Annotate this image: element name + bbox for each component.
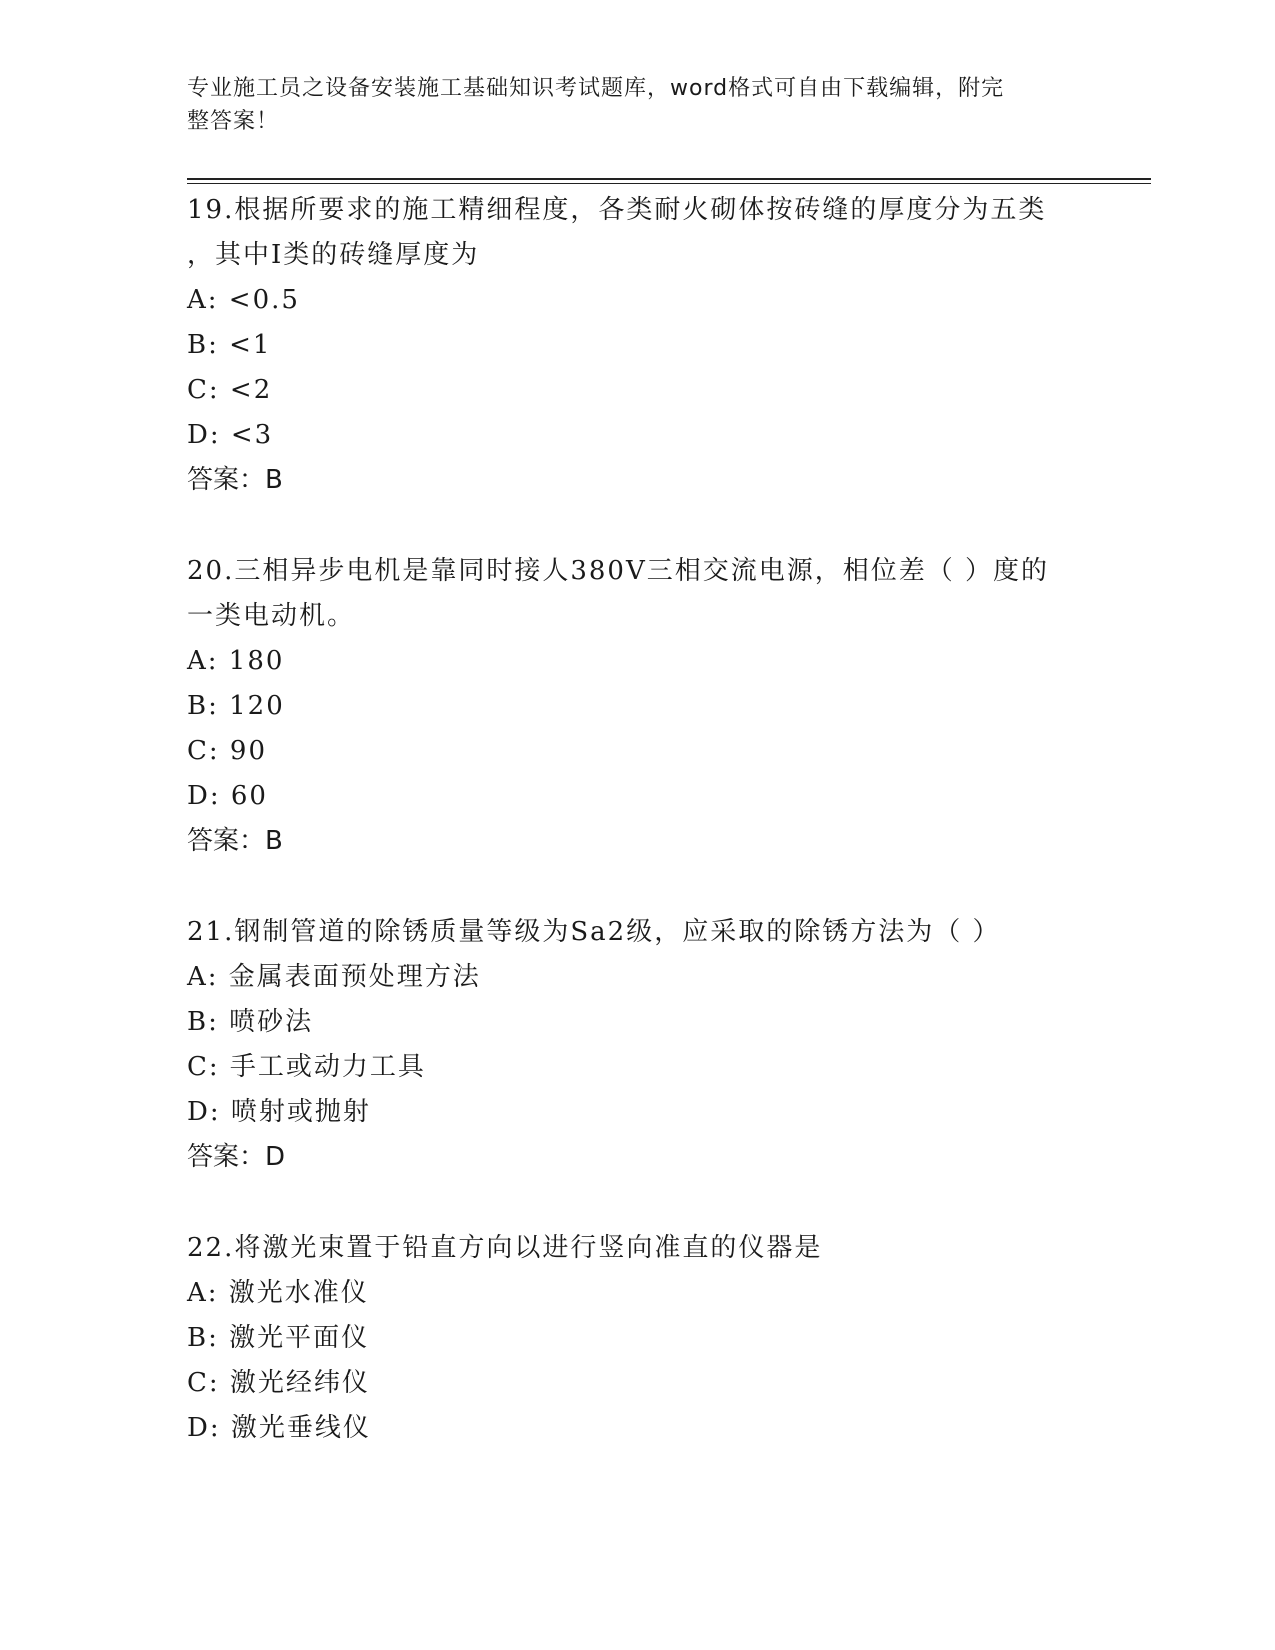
option-d: D: 60 — [187, 781, 268, 811]
question-stem-line-1: 21.钢制管道的除锈质量等级为Sa2级，应采取的除锈方法为（ ） — [187, 917, 1001, 947]
question-spacer — [187, 863, 1087, 910]
header-divider-thin — [187, 183, 1151, 184]
option-c: C: 激光经纬仪 — [187, 1368, 370, 1398]
option-b: B: 120 — [187, 691, 285, 721]
option-b: B: 喷砂法 — [187, 1007, 314, 1037]
option-d: D: 喷射或抛射 — [187, 1097, 371, 1127]
option-b: B: 激光平面仪 — [187, 1323, 370, 1353]
question-spacer — [187, 1179, 1087, 1226]
header-title-line-1: 专业施工员之设备安装施工基础知识考试题库，word格式可自由下载编辑，附完 — [187, 76, 1005, 101]
answer: 答案：B — [187, 465, 283, 495]
question-21 — [187, 910, 1087, 1179]
question-stem-line-1: 20.三相异步电机是靠同时接人380V三相交流电源，相位差（ ）度的 — [187, 556, 1050, 586]
question-stem-line-2: 一类电动机。 — [187, 601, 356, 631]
option-d: D: <3 — [187, 420, 274, 450]
question-20 — [187, 549, 1087, 863]
question-list — [187, 188, 1087, 1451]
question-stem-line-2: ，其中Ⅰ类的砖缝厚度为 — [187, 240, 480, 270]
option-a: A: 金属表面预处理方法 — [187, 962, 481, 992]
page-header — [187, 72, 1067, 138]
question-spacer — [187, 502, 1087, 549]
option-c: C: 手工或动力工具 — [187, 1052, 426, 1082]
answer: 答案：B — [187, 826, 283, 856]
question-stem-line-1: 22.将激光束置于铅直方向以进行竖向准直的仪器是 — [187, 1233, 823, 1263]
option-a: A: <0.5 — [187, 285, 300, 315]
option-b: B: <1 — [187, 330, 272, 360]
question-19 — [187, 188, 1087, 502]
option-a: A: 180 — [187, 646, 285, 676]
question-stem-line-1: 19.根据所要求的施工精细程度，各类耐火砌体按砖缝的厚度分为五类 — [187, 195, 1047, 225]
answer: 答案：D — [187, 1142, 286, 1172]
header-title-line-2: 整答案！ — [187, 109, 280, 134]
option-a: A: 激光水准仪 — [187, 1278, 369, 1308]
option-c: C: <2 — [187, 375, 273, 405]
header-divider-thick — [187, 178, 1151, 180]
question-22 — [187, 1226, 1087, 1451]
option-d: D: 激光垂线仪 — [187, 1413, 371, 1443]
option-c: C: 90 — [187, 736, 268, 766]
